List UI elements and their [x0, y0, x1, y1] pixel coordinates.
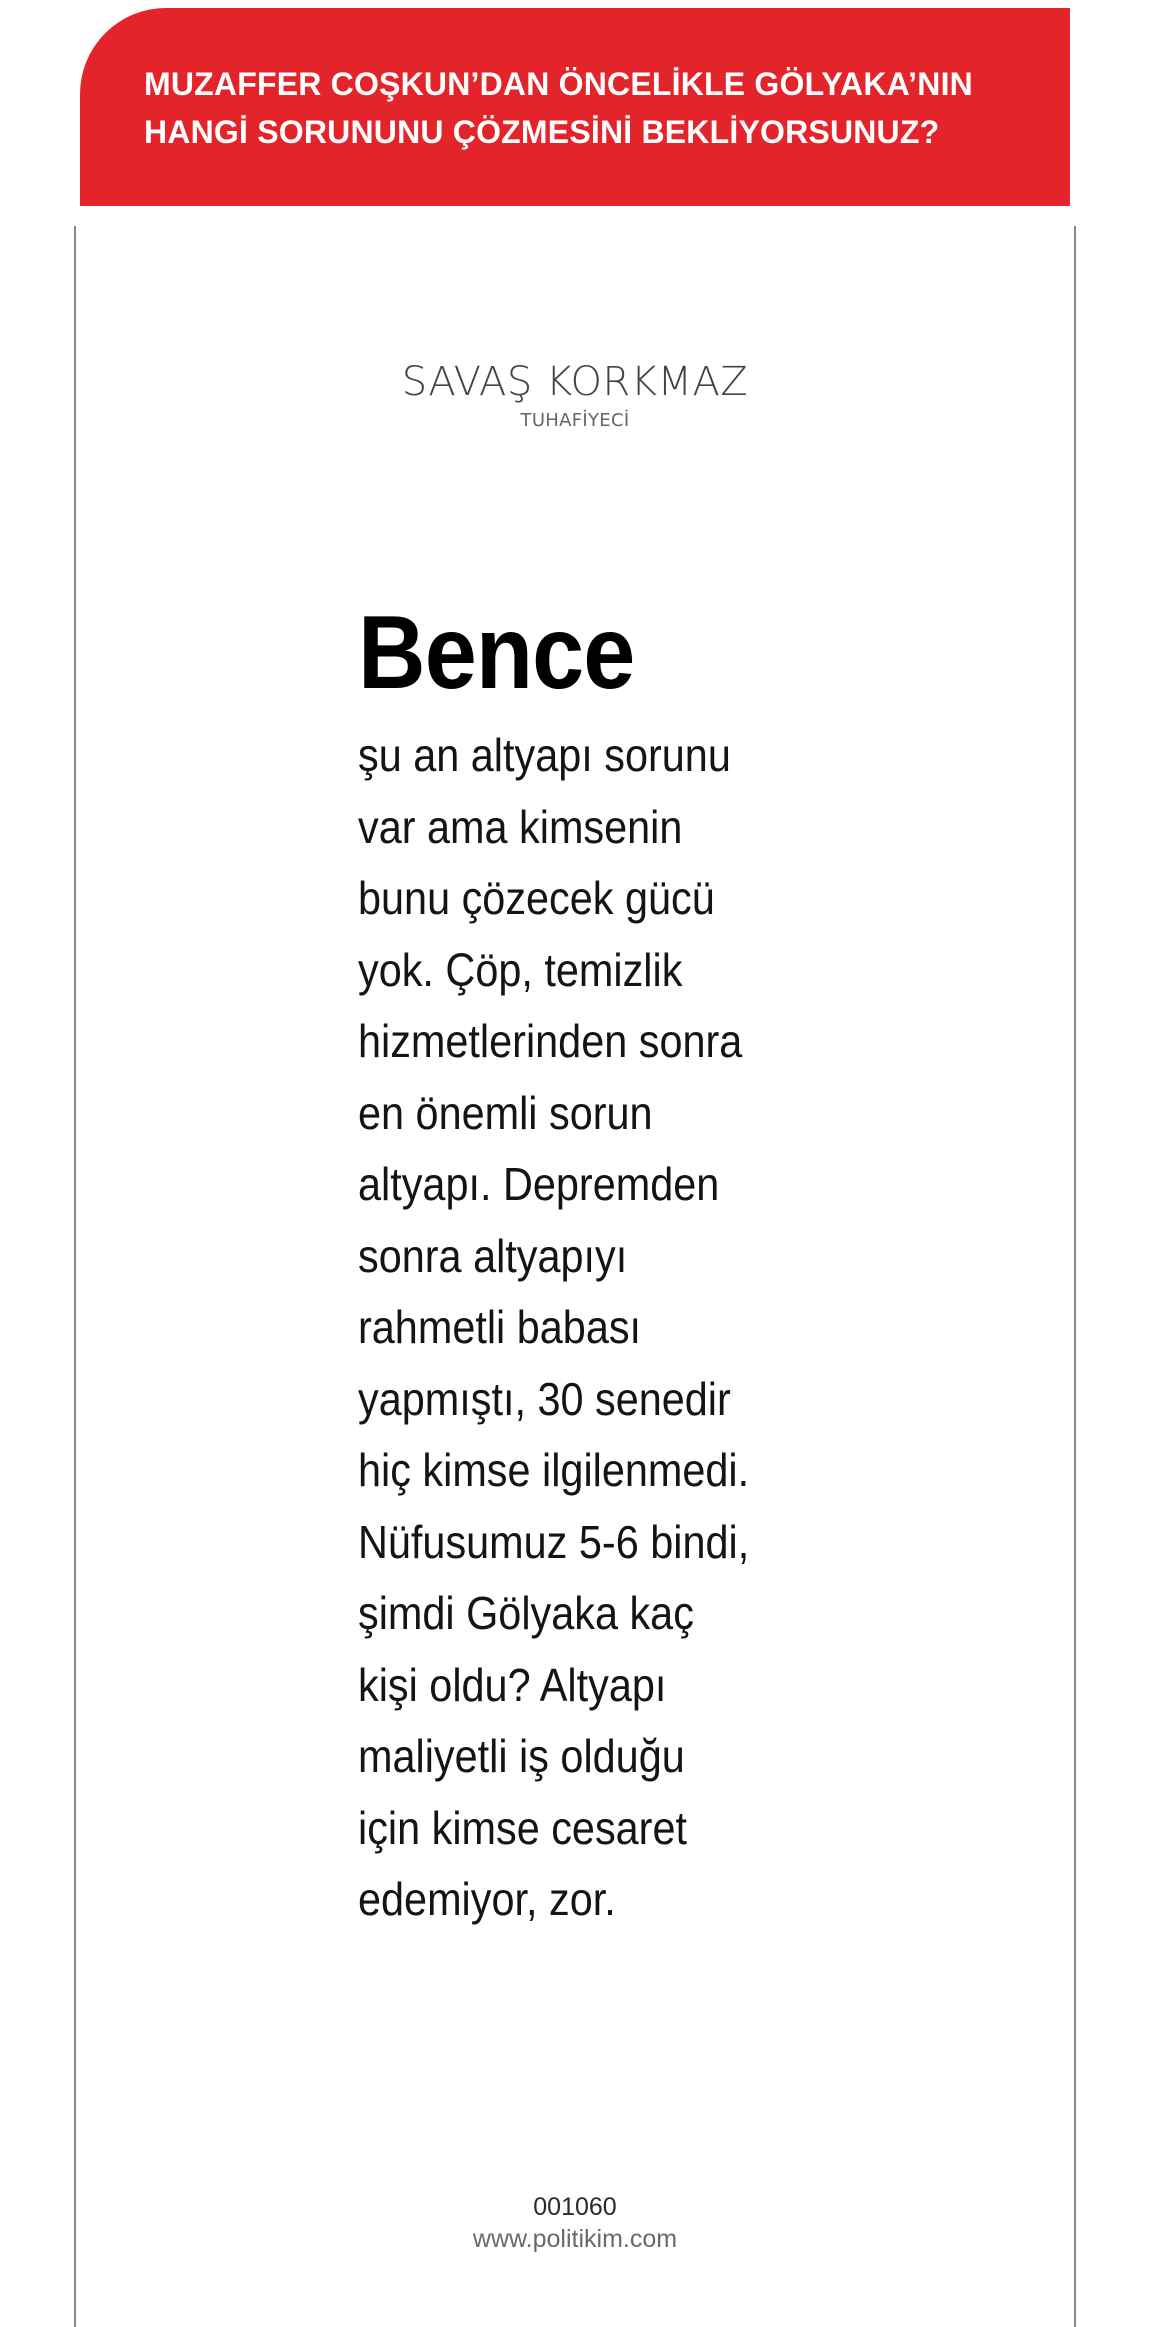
footer-website-link[interactable]: www.politikim.com — [472, 2225, 678, 2253]
quote-line: Nüfusumuz 5-6 bindi, — [358, 1515, 750, 1568]
quote-line: altyapı. Depremden — [358, 1158, 720, 1210]
quote-line: için kimse cesaret — [358, 1801, 688, 1854]
quote-line: edemiyor, zor. — [358, 1873, 616, 1925]
quote-line: bunu çözecek gücü — [358, 872, 715, 924]
header-banner — [80, 8, 1070, 206]
quote-line: hiç kimse ilgilenmedi. — [358, 1444, 750, 1496]
quote-lead-word: Bence — [358, 595, 635, 711]
quote-line: yok. Çöp, temizlik — [358, 943, 683, 996]
quote-line: şu an altyapı sorunu — [358, 729, 731, 781]
quote-line: şimdi Gölyaka kaç — [358, 1587, 694, 1639]
quote-line: var ama kimsenin — [358, 800, 683, 853]
quote-line: maliyetli iş olduğu — [358, 1730, 685, 1782]
person-occupation: TUHAFİYECİ — [520, 410, 630, 431]
footer — [0, 2191, 1150, 2255]
quote-block — [358, 595, 878, 1936]
person-info — [0, 358, 1150, 434]
quote-line: yapmıştı, 30 senedir — [358, 1372, 731, 1425]
question-heading: MUZAFFER COŞKUN’DAN ÖNCELİKLE GÖLYAKA’NIN HANGİ SORUNUNU ÇÖZMESİNİ BEKLİYORSUNUZ? — [144, 66, 973, 150]
person-name: SAVAŞ KORKMAZ — [401, 359, 749, 405]
quote-line: hizmetlerinden sonra — [358, 1015, 743, 1067]
right-frame-border — [1074, 226, 1076, 2327]
quote-line: rahmetli babası — [358, 1301, 642, 1353]
footer-code: 001060 — [533, 2193, 617, 2221]
quote-line: en önemli sorun — [358, 1086, 653, 1139]
quote-body — [358, 720, 878, 1936]
quote-line: kişi oldu? Altyapı — [358, 1658, 667, 1711]
quote-line: sonra altyapıyı — [358, 1229, 628, 1282]
left-frame-border — [74, 226, 76, 2327]
